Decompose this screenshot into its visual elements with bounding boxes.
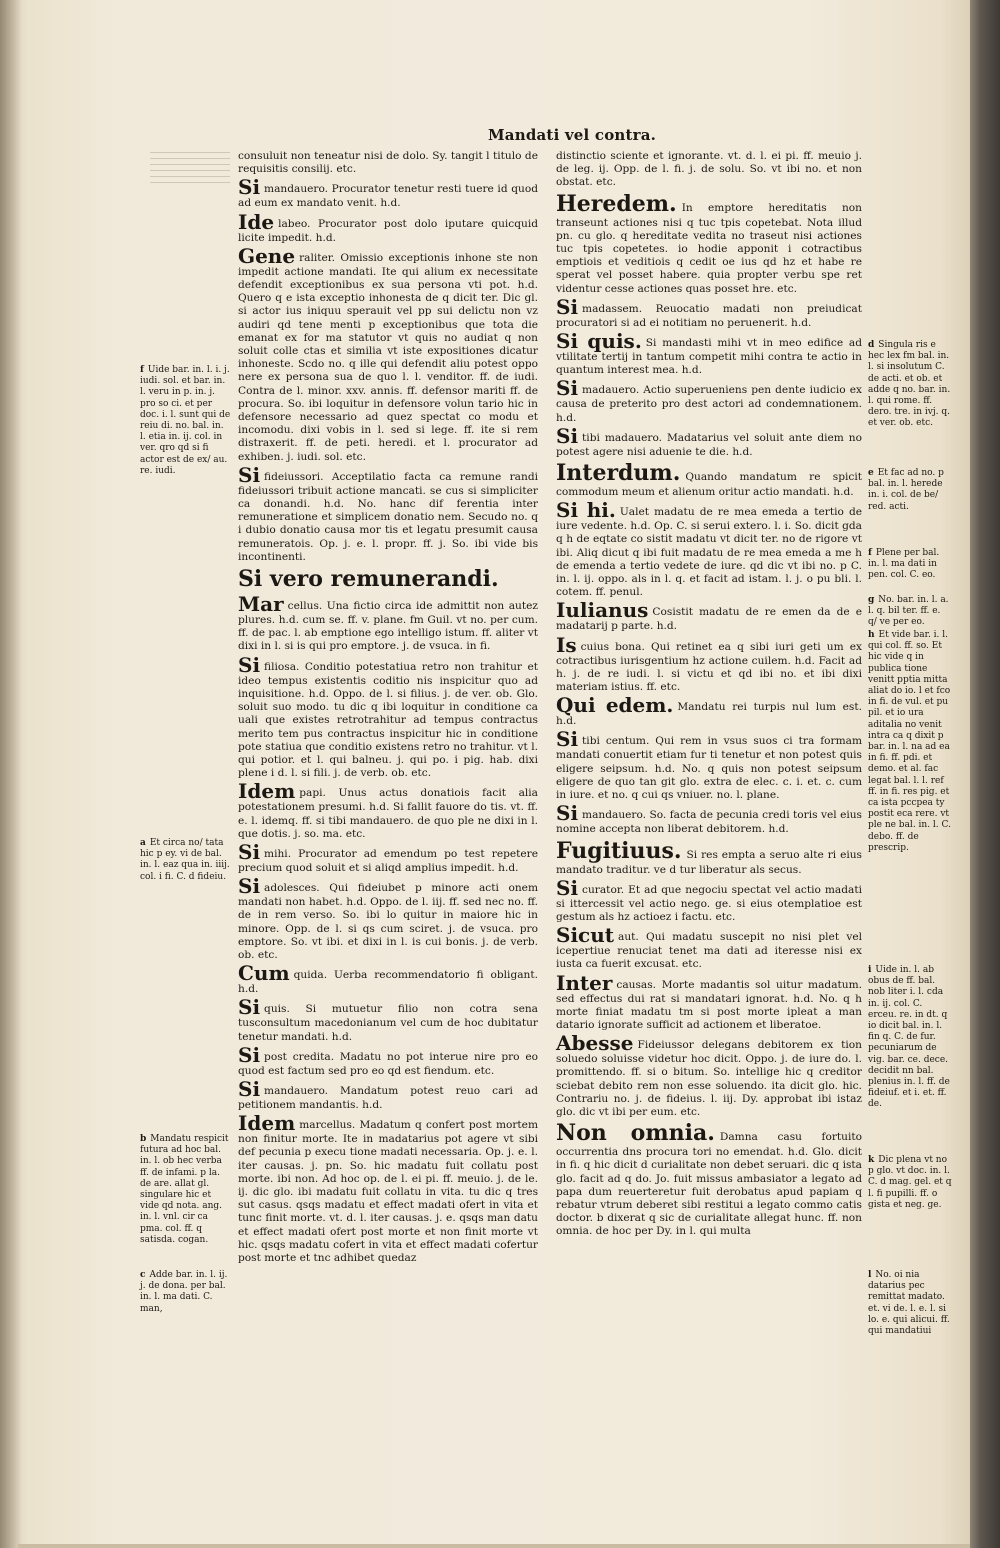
lemma-initial: Si xyxy=(238,462,261,487)
section-heading: Interdum. xyxy=(556,460,681,487)
lemma-initial: Abesse xyxy=(556,1031,634,1056)
text-paragraph xyxy=(556,803,862,836)
text-paragraph xyxy=(238,150,538,176)
section-heading: Heredem. xyxy=(556,190,677,217)
paragraph-text: marcellus. Madatum q confert post mortem non finitur morte. Ite in madatarius pot agere vt sibi def pecunia p execu tione madati necessaria. Op. j. e. l. iter causas. j. pn. So. hic madatu fuit collatu post morte. ibi non. Ad hoc op. de l. ei pi. ff. meuio. j. de le. ij. dic glo. ibi madatu fuit collatu in vita. tu dic q tres sut casus. qsqs madatu et effect madati ofert in vita et tunc finit morte. vt. d. l. iter causas. j. e. qsqs man datu et effect madati ofert post morte et non finit morte vt hic. qsqs madatu cofert in vita et effect madati cofertur post morte et tnc adhibet quedaz xyxy=(238,1119,538,1264)
text-paragraph xyxy=(238,566,538,592)
paragraph-text: Cosistit madatu de re emen da de e madatarij p parte. h.d. xyxy=(556,606,862,633)
gloss-mark: a xyxy=(140,838,146,848)
paragraph-text: Quando mandatum re spicit commodum meum et alienum oritur actio mandati. h.d. xyxy=(556,471,862,499)
text-paragraph xyxy=(238,963,538,996)
marginal-gloss xyxy=(140,1134,232,1246)
paragraph-text: filiosa. Conditio potestatiua retro non trahitur et ideo tempus existentis coditio nis inspicitur quo ad inquisitione. h.d. Oppo. de l. si filius. j. de ver. ob. Glo. soluit suo modo. tu dic q ibi loquitur in conditione ca uali que existes retrotrahitur ad tempus contractus merito tem pus contractus inspicitur hic in conditione pote statiua que conditio existens retro no trahitur. vt l. qui potior. et l. qui balneu. j. qui po. i pig. hab. dixi plene i d. l. si fili. j. de verb. ob. etc. xyxy=(238,660,538,780)
marginal-gloss xyxy=(140,838,232,883)
text-paragraph xyxy=(556,1120,862,1238)
gloss-text: Et fac ad no. p bal. in. l. herede in. i. col. de be/ red. acti. xyxy=(868,468,944,512)
gutter-shadow xyxy=(0,0,22,1548)
lemma-initial: Is xyxy=(556,632,577,657)
text-paragraph xyxy=(238,1076,538,1112)
paragraph-text: mandauero. So. facta de pecunia credi toris vel eius nomine accepta non liberat debitorem. h.d. xyxy=(556,809,862,836)
lemma-initial: Mar xyxy=(238,592,284,617)
paragraph-text: consuluit non teneatur nisi de dolo. Sy. tangit l titulo de requisitis consilij. etc. xyxy=(238,150,538,176)
gloss-text: Uide bar. in. l. i. j. iudi. sol. et bar. in. l. veru in p. in. j. pro so ci. et per doc. i. l. sunt qui de reiu di. no. bal. in. l. etia in. ij. col. in ver. qro qd si fi actor est de ex/ au. re. iudi. xyxy=(140,365,231,476)
text-paragraph xyxy=(556,970,862,1033)
paragraph-text: mandauero. Mandatum potest reuo cari ad petitionem mandantis. h.d. xyxy=(238,1084,538,1111)
marginal-gloss xyxy=(868,595,952,629)
lemma-initial: Si xyxy=(556,875,579,900)
paragraph-text: causas. Morte madantis sol uitur madatum. sed effectus dui rat si mandatari ignorat. h.d. No. q h morte finiat madatu tm si post morte ipleat a man datario ignorate sufficit ad actionem et liberatoe. xyxy=(556,978,862,1031)
marginal-gloss xyxy=(868,468,952,513)
paragraph-text: madassem. Reuocatio madati non preiudicat procuratori si ad ei notitiam no peruenerit. h.d. xyxy=(556,302,862,329)
lemma-initial: Si xyxy=(238,652,261,677)
text-paragraph xyxy=(556,1033,862,1119)
gloss-mark: i xyxy=(868,965,872,975)
text-paragraph xyxy=(238,876,538,962)
text-paragraph xyxy=(556,600,862,633)
text-paragraph xyxy=(556,331,862,377)
lemma-initial: Si xyxy=(238,175,261,200)
paragraph-text: papi. Unus actus donatiois facit alia potestationem presumi. h.d. Si fallit fauore do tis. vt. ff. e. l. idemq. ff. si tibi mandauero. de quo ple ne dixi in l. que dotis. j. so. ma. etc. xyxy=(238,787,538,840)
lemma-initial: Si xyxy=(556,294,579,319)
paragraph-text: Mandatu rei turpis nul lum est. h.d. xyxy=(556,701,862,728)
paragraph-text: distinctio sciente et ignorante. vt. d. l. ei pi. ff. meuio j. de leg. ij. Opp. de l. fi. j. de solu. So. vt ibi no. et non obstat. etc. xyxy=(556,150,862,189)
lemma-initial: Inter xyxy=(556,970,613,995)
marginal-gloss xyxy=(868,340,952,430)
paragraph-text: labeo. Procurator post dolo iputare quicquid licite impedit. h.d. xyxy=(238,217,538,244)
paragraph-text: mihi. Procurator ad emendum po test repetere precium quod soluit et si aliqd amplius impedit. h.d. xyxy=(238,847,538,874)
gloss-mark: k xyxy=(868,1155,875,1165)
lemma-initial: Si xyxy=(556,376,579,401)
lemma-initial: Ide xyxy=(238,209,275,234)
text-paragraph xyxy=(238,209,538,245)
paragraph-text: Si mandasti mihi vt in meo edifice ad vtilitate tertij in tantum competit mihi contra te actio in quantum interest mea. h.d. xyxy=(556,337,862,377)
lemma-initial: Sicut xyxy=(556,923,614,948)
text-paragraph xyxy=(556,925,862,971)
running-head: Mandati vel contra. xyxy=(488,126,657,144)
gloss-mark: f xyxy=(140,365,144,375)
gloss-text: Singula ris e hec lex fm bal. in. l. si insolutum C. de acti. et ob. et adde q no. bar. in. l. qui rome. ff. dero. tre. in ivj. q. et ver. ob. etc. xyxy=(868,340,951,429)
text-paragraph xyxy=(238,177,538,210)
lemma-initial: Si xyxy=(556,727,579,752)
paragraph-text: Damna casu fortuito occurrentia dns procura tori no emendat. h.d. Glo. dicit in fi. q hic dicit d curialitate non debet seruari. dic q ista glo. facit ad q do. Jo. fuit missus ambasiator a legato ad papa dum reuerteretur fuit derobatus apud papiam q rebatur vtrum deberet sibi restitui a legato commo catis doctor. b dixerat q sic de curialitate allegat hunc. ff. non omnia. de hoc per Dy. in l. qui multa xyxy=(556,1131,862,1238)
marginal-gloss xyxy=(868,630,952,854)
text-paragraph xyxy=(556,729,862,802)
text-paragraph xyxy=(238,781,538,841)
text-paragraph xyxy=(238,1113,538,1265)
paragraph-text: madauero. Actio superueniens pen dente iudicio ex causa de preterito pro dest actori ad condemnationem. h.d. xyxy=(556,384,862,424)
gloss-text: No. bar. in. l. a. l. q. bil ter. ff. e. q/ ve per eo. xyxy=(868,595,949,628)
text-paragraph xyxy=(556,423,862,459)
lemma-initial: Qui edem. xyxy=(556,693,674,718)
gloss-mark: l xyxy=(868,1270,872,1280)
gloss-text: Et vide bar. i. l. qui col. ff. so. Et hic vide q in publica tione venitt pptia mitta aliat do io. l et fco in fi. de vul. et pu pil. et io ura aditalia no venit intra ca q dixit p bar. in. l. na ad ea in fi. ff. pdi. et demo. et al. fac legat bal. l. l. ref ff. in fi. res pig. et ca ista pccpea ty postit eca rere. vt ple ne bal. in. l. C. debo. ff. de prescrip. xyxy=(868,630,951,853)
paragraph-text: cellus. Una fictio circa ide admittit non autez plures. h.d. cum se. ff. v. plane. fm Guil. vt no. per cum. ff. de pac. l. ab emptione ego intelligo istum. ff. aliter vt dixi in l. si is qui pro emptore. j. de vsuca. in fi. xyxy=(238,600,538,653)
paragraph-text: cuius bona. Qui retinet ea q sibi iuri geti um ex cotractibus iurisgentium hz actione cuilem. h.d. Facit ad h. j. de re iudi. l. si victu et qd ibi no. et ibi dixi materiam istius. ff. etc. xyxy=(556,640,862,694)
section-heading: Non omnia. xyxy=(556,1120,715,1147)
marginal-gloss xyxy=(140,365,232,477)
text-paragraph xyxy=(556,460,862,499)
page-bottom-edge xyxy=(18,1544,978,1548)
gloss-text: Uide in. l. ab obus de ff. bal. nob liter i. l. cda in. ij. col. C. erceu. re. in dt. q io dicit bal. in. l. fin q. C. de fur. pecuniarum de vig. bar. ce. dece. decidit nn bal. plenius in. l. ff. de fideiuf. et i. et. ff. de. xyxy=(868,965,950,1110)
text-paragraph xyxy=(556,150,862,190)
gloss-text: Plene per bal. in. l. ma dati in pen. col. C. eo. xyxy=(868,548,940,581)
text-paragraph xyxy=(556,294,862,330)
gloss-text: Mandatu respicit futura ad hoc bal. in. l. ob hec verba ff. de infami. p la. de are. allat gl. singulare hic et vide qd nota. ang. in. l. vnl. cir ca pma. col. ff. q satisda. cogan. xyxy=(140,1134,229,1245)
lemma-initial: Si xyxy=(238,995,261,1020)
paragraph-text: Si res empta a seruo alte ri eius mandato traditur. ve d tur liberatur als secus. xyxy=(556,848,862,876)
text-paragraph xyxy=(556,875,862,924)
paragraph-text: curator. Et ad que negociu spectat vel actio madati si ittercessit vel actio nego. ge. si eius otemplatioe est gestum als hz actioez i factu. etc. xyxy=(556,883,862,923)
paragraph-text: Ualet madatu de re mea emeda a tertio de iure vedente. h.d. Op. C. si serui extero. l. i. So. dicit gda q h de eqtate co sistit madatu vt dicit ter. no de rigore vt ibi. Aliq dicut q ibi fuit madatu de re mea emeda a me h de emenda a tertio vedete de iure. qd dic vt ibi no. p C. in. l. ij. oppo. als in l. q. et facit ad istam. l. j. o pu bli. l. cotem. ff. penul. xyxy=(556,506,862,599)
lemma-initial: Idem xyxy=(238,1111,296,1136)
gloss-mark: h xyxy=(868,630,875,640)
text-paragraph xyxy=(556,378,862,424)
show-through-ink xyxy=(150,152,230,188)
text-paragraph xyxy=(556,695,862,728)
paragraph-text: quis. Si mutuetur filio non cotra sena tusconsultum macedonianum vel cum de hoc dubitatur tenetur mandati. h.d. xyxy=(238,1003,538,1043)
text-paragraph xyxy=(238,1042,538,1078)
gloss-text: Dic plena vt no p glo. vt doc. in. l. C. d mag. gel. et q l. fi pupilli. ff. o gista et neg. ge. xyxy=(868,1155,952,1210)
lemma-initial: Si xyxy=(556,423,579,448)
marginal-gloss xyxy=(868,1270,952,1337)
text-paragraph xyxy=(238,594,538,654)
paragraph-text: aut. Qui madatu suscepit no nisi plet vel icepertiue renuciat tenet ma dati ad iteresse nisi ex iusta ca fuerit excusat. etc. xyxy=(556,931,862,971)
marginal-gloss xyxy=(868,1155,952,1211)
paragraph-text: raliter. Omissio exceptionis inhone ste non impedit actione mandati. Ite qui alium ex necessitate defendit exceptionibus ex sua persona vti pot. h.d. Quero q e ista exceptio inhonesta de q dicit ter. Dic gl. si actor ius iniquu sperauit vel pp sui delictu non vz audiri qd tene menti p exceptionibus que tota die emanat ex for ma statutor vt quis no audiat q non soluit colle ctas et similia vt iste expositiones dicatur inhoneste. Scdo no. q ille qui defendit aliu potest oppo nere ex persona sua de quo l. l. venditor. ff. de iudi. Contra de l. minor. xxv. annis. ff. defensor mariti ff. de procura. So. ibi loquitur in defensore volun tario hic in defensore necessario ad quez spectat co modu et incomodu. dixi vobis in l. sed si lege. ff. ite si rem distraxerit. ff. de peti. heredi. et l. procurator ad exhiben. j. iudi. sol. etc. xyxy=(238,251,538,463)
text-paragraph xyxy=(556,632,862,695)
gloss-mark: f xyxy=(868,548,872,558)
text-paragraph xyxy=(238,243,538,464)
lemma-initial: Gene xyxy=(238,243,296,268)
lemma-initial: Si xyxy=(238,839,261,864)
text-paragraph xyxy=(556,838,862,877)
gloss-mark: d xyxy=(868,340,875,350)
paragraph-text: mandauero. Procurator tenetur resti tuere id quod ad eum ex mandato venit. h.d. xyxy=(238,183,538,210)
lemma-initial: Si hi. xyxy=(556,498,616,523)
gloss-text: No. oi nia datarius pec remittat madato. et. vi de. l. e. l. si lo. e. qui alicui. ff. qui mandatiui xyxy=(868,1270,950,1337)
right-text-column xyxy=(556,150,862,1240)
paragraph-text: fideiussori. Acceptilatio facta ca remune randi fideiussori tribuit actione mancati. se cus si simpliciter ca donandi. h.d. No. hanc dif ferentia inter remuneratione et simplicem donatio nem. Secudo no. q i dubio donatio causa mor tis et legatu presumit causa remuneratois. Op. j. e. l. propr. ff. j. So. ibi vide bis incontinenti. xyxy=(238,470,538,563)
lemma-initial: Si quis. xyxy=(556,329,642,354)
paragraph-text: Fideiussor delegans debitorem ex tion soluedo soluisse videtur hoc dicit. Oppo. j. de iure do. l. promittendo. ff. si o bitum. So. intellige hic q creditor sciebat debito rem non esse soluendo. ita dicit glo. hic. Contrariu no. j. de fideius. l. iij. Dy. approbat ibi istaz glo. dic vt ibi per eum. etc. xyxy=(556,1039,862,1118)
lemma-initial: Si xyxy=(238,1042,261,1067)
text-paragraph xyxy=(238,839,538,875)
gloss-text: Et circa no/ tata hic p ey. vi de bal. in. l. eaz qua in. iiij. col. i fi. C. d fideiu. xyxy=(140,838,230,882)
text-paragraph xyxy=(238,997,538,1043)
paragraph-text: quida. Uerba recommendatorio fi obligant. h.d. xyxy=(238,969,538,996)
paragraph-text: post credita. Madatu no pot interue nire pro eo quod est factum sed pro eo qd est fiendum. etc. xyxy=(238,1050,538,1077)
text-paragraph xyxy=(556,191,862,296)
left-text-column xyxy=(238,150,538,1266)
gloss-mark: g xyxy=(868,595,875,605)
lemma-initial: Si xyxy=(238,1076,261,1101)
lemma-initial: Si xyxy=(238,874,261,899)
text-paragraph xyxy=(238,652,538,781)
marginal-gloss xyxy=(140,1270,232,1315)
gloss-mark: c xyxy=(140,1270,146,1280)
gloss-mark: e xyxy=(868,468,874,478)
lemma-initial: Cum xyxy=(238,961,290,986)
book-edge xyxy=(970,0,1000,1548)
lemma-initial: Iulianus xyxy=(556,598,649,623)
paragraph-text: tibi madauero. Madatarius vel soluit ante diem no potest agere nisi aduenie te die. h.d. xyxy=(556,431,862,458)
marginal-gloss xyxy=(868,965,952,1111)
section-heading: Fugitiuus. xyxy=(556,837,682,864)
paragraph-text: In emptore hereditatis non transeunt actiones nisi q tuc tpis copetebat. Nota illud pn. cu glo. q hereditate vedita no traseut nisi actiones tuc tpis copetetes. io hodie apponit i cotractibus emptiois et veditiois q cedit oe ius qd hz et habe re sperat vel posset habere. quia propter verbu spe ret videntur cesse actiones quas posset hre. etc. xyxy=(556,201,862,295)
marginal-gloss xyxy=(868,548,952,582)
paragraph-text: adolesces. Qui fideiubet p minore acti onem mandati non habet. h.d. Oppo. de l. iij. ff. sed nec no. ff. de in rem verso. So. ibi lo quitur in maiore hic in minore. Opp. de l. si qs cum sciret. j. de vsuca. pro emptore. So. vt ibi. et dixi in l. is cui bonis. j. de verb. ob. etc. xyxy=(238,882,538,961)
gloss-mark: b xyxy=(140,1134,147,1144)
lemma-initial: Si xyxy=(556,801,579,826)
text-paragraph xyxy=(238,462,538,564)
section-heading: Si vero remunerandi. xyxy=(238,566,499,593)
gloss-text: Adde bar. in. l. ij. j. de dona. per bal. in. l. ma dati. C. man, xyxy=(140,1270,228,1314)
lemma-initial: Idem xyxy=(238,779,296,804)
paragraph-text: tibi centum. Qui rem in vsus suos ci tra formam mandati conuertit etiam fur ti tenetur et non potest quis eligere seipsum. h.d. No. q quis non potest seipsum eligere de quo tan git glo. extra de elec. c. i. et. c. cum in iure. et no. q cui qs vniuer. no. l. plane. xyxy=(556,735,862,802)
text-paragraph xyxy=(556,500,862,599)
